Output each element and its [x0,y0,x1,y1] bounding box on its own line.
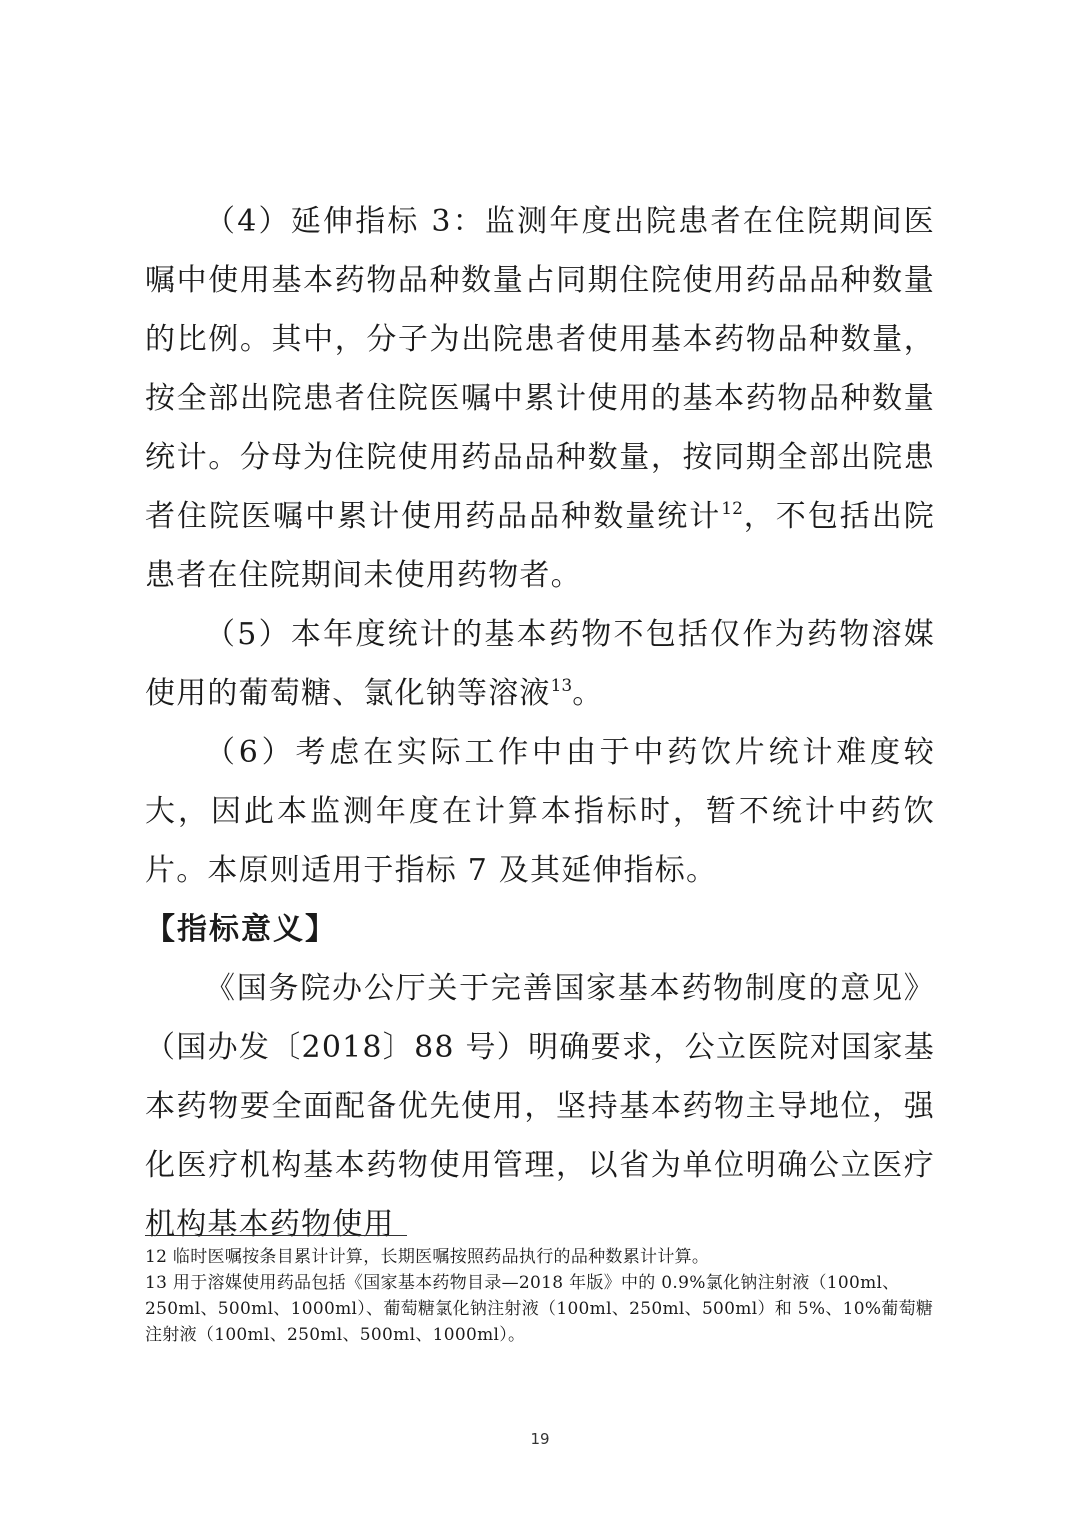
footnote-ref-13[interactable]: 13 [550,676,573,696]
paragraph-text: 。 [572,676,604,711]
paragraph-chinese-herbal-exclusion: （6）考虑在实际工作中由于中药饮片统计难度较大，因此本监测年度在计算本指标时，暂不统计中药饮片。本原则适用于指标 7 及其延伸指标。 [145,735,935,888]
paragraph-solvent-exclusion [145,605,935,723]
paragraph-extension-indicator-3 [145,192,935,605]
footnote-ref-12[interactable]: 12 [721,499,743,519]
paragraph-text: ，不包括出院患者在住院期间未使用药物者。 [145,499,935,593]
paragraph-indicator-meaning: 《国务院办公厅关于完善国家基本药物制度的意见》（国办发〔2018〕88 号）明确要求，公立医院对国家基本药物要全面配备优先使用，坚持基本药物主导地位，强化医疗机构基本药物使用管理，以省为单位明确公立医疗机构基本药物使用 [145,971,935,1242]
footnote-divider [145,1235,407,1236]
section-heading: 【指标意义】 [145,912,337,947]
page-number: 19 [530,1430,550,1448]
footnote-13: 13 用于溶媒使用药品包括《国家基本药物目录—2018 年版》中的 0.9%氯化钠注射液（100ml、250ml、500ml、1000ml）、葡萄糖氯化钠注射液（100ml、250ml、500ml）和 5%、10%葡萄糖注射液（100ml、250ml、500ml、1000ml）。 [145,1273,934,1345]
footnote-12: 12 临时医嘱按条目累计计算，长期医嘱按照药品执行的品种数累计计算。 [145,1247,710,1267]
paragraph-text: （5）本年度统计的基本药物不包括仅作为药物溶媒使用的葡萄糖、氯化钠等溶液 [145,617,935,711]
paragraph-text: （4）延伸指标 3：监测年度出院患者在住院期间医嘱中使用基本药物品种数量占同期住院使用药品品种数量的比例。其中，分子为出院患者使用基本药物品种数量，按全部出院患者住院医嘱中累计使用的基本药物品种数量统计。分母为住院使用药品品种数量，按同期全部出院患者住院医嘱中累计使用药品品种数量统计 [145,204,935,534]
body-text [145,192,935,1254]
footnotes [145,1244,945,1348]
